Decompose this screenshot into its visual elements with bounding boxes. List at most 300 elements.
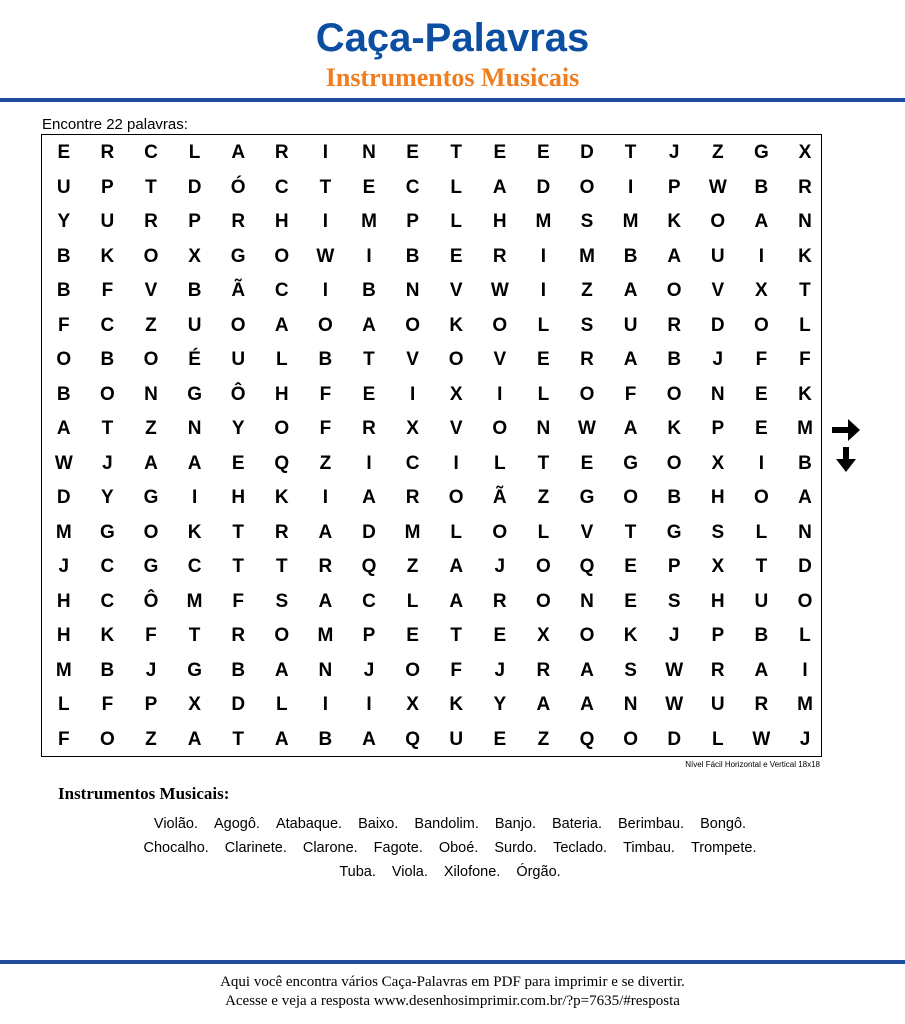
grid-cell[interactable]: Z bbox=[711, 142, 724, 163]
grid-cell[interactable]: B bbox=[754, 625, 769, 646]
grid-cell[interactable]: M bbox=[797, 418, 813, 439]
grid-cell[interactable]: O bbox=[666, 280, 682, 301]
grid-cell[interactable]: O bbox=[579, 625, 595, 646]
grid-cell[interactable]: A bbox=[274, 728, 289, 750]
grid-cell[interactable]: R bbox=[492, 590, 507, 612]
grid-cell[interactable]: Q bbox=[579, 556, 595, 577]
grid-cell[interactable]: T bbox=[537, 452, 550, 474]
grid-cell[interactable]: Z bbox=[537, 728, 550, 750]
grid-cell[interactable]: N bbox=[187, 418, 202, 439]
grid-cell[interactable]: K bbox=[274, 487, 289, 508]
grid-cell[interactable]: R bbox=[231, 625, 246, 646]
grid-cell[interactable]: E bbox=[493, 142, 507, 163]
grid-cell[interactable]: R bbox=[144, 211, 158, 232]
grid-cell[interactable]: K bbox=[187, 521, 202, 543]
grid-cell[interactable]: B bbox=[667, 487, 682, 508]
grid-cell[interactable]: W bbox=[665, 694, 684, 715]
grid-cell[interactable]: E bbox=[449, 245, 463, 267]
grid-cell[interactable]: N bbox=[798, 211, 812, 232]
grid-cell[interactable]: K bbox=[798, 245, 812, 267]
grid-cell[interactable]: K bbox=[623, 625, 638, 646]
grid-cell[interactable]: F bbox=[319, 383, 332, 405]
grid-cell[interactable]: Z bbox=[145, 314, 157, 336]
grid-cell[interactable]: E bbox=[493, 728, 507, 750]
grid-cell[interactable]: E bbox=[624, 590, 637, 612]
grid-cell[interactable]: Ô bbox=[230, 383, 246, 405]
grid-cell[interactable]: U bbox=[231, 349, 246, 370]
grid-cell[interactable]: B bbox=[318, 349, 333, 370]
grid-cell[interactable]: L bbox=[711, 728, 724, 750]
grid-cell[interactable]: I bbox=[322, 211, 329, 232]
grid-cell[interactable]: I bbox=[453, 452, 459, 474]
grid-cell[interactable]: R bbox=[231, 211, 246, 232]
grid-cell[interactable]: U bbox=[449, 728, 464, 750]
grid-cell[interactable]: O bbox=[230, 314, 246, 336]
grid-cell[interactable]: T bbox=[624, 142, 637, 163]
grid-cell[interactable]: A bbox=[231, 142, 246, 163]
grid-cell[interactable]: E bbox=[537, 349, 550, 370]
grid-cell[interactable]: B bbox=[100, 659, 115, 681]
grid-cell[interactable]: T bbox=[232, 728, 244, 750]
grid-cell[interactable]: Z bbox=[406, 556, 419, 577]
grid-cell[interactable]: R bbox=[536, 659, 551, 681]
grid-cell[interactable]: F bbox=[755, 349, 768, 370]
grid-cell[interactable]: S bbox=[275, 590, 289, 612]
grid-cell[interactable]: M bbox=[317, 625, 334, 646]
grid-cell[interactable]: C bbox=[100, 314, 115, 336]
grid-cell[interactable]: X bbox=[537, 625, 550, 646]
grid-cell[interactable]: B bbox=[231, 659, 246, 681]
grid-cell[interactable]: J bbox=[58, 556, 70, 577]
grid-cell[interactable]: G bbox=[187, 659, 202, 681]
grid-cell[interactable]: Q bbox=[405, 728, 420, 750]
grid-cell[interactable]: M bbox=[361, 211, 377, 232]
grid-cell[interactable]: W bbox=[665, 659, 684, 681]
grid-cell[interactable]: O bbox=[666, 452, 682, 474]
grid-cell[interactable]: P bbox=[144, 694, 158, 715]
grid-cell[interactable]: A bbox=[536, 694, 551, 715]
grid-cell[interactable]: J bbox=[102, 452, 113, 474]
grid-cell[interactable]: K bbox=[449, 314, 464, 336]
grid-cell[interactable]: X bbox=[188, 694, 201, 715]
grid-cell[interactable]: N bbox=[405, 280, 420, 301]
grid-cell[interactable]: K bbox=[667, 418, 682, 439]
grid-cell[interactable]: V bbox=[493, 349, 507, 370]
grid-cell[interactable]: O bbox=[797, 590, 813, 612]
grid-cell[interactable]: T bbox=[450, 625, 462, 646]
grid-cell[interactable]: M bbox=[797, 694, 813, 715]
grid-cell[interactable]: P bbox=[362, 625, 376, 646]
grid-cell[interactable]: H bbox=[492, 211, 507, 232]
grid-cell[interactable]: E bbox=[755, 418, 768, 439]
grid-cell[interactable]: G bbox=[187, 383, 202, 405]
grid-cell[interactable]: E bbox=[362, 383, 376, 405]
grid-cell[interactable]: G bbox=[623, 452, 638, 474]
grid-cell[interactable]: A bbox=[318, 590, 333, 612]
grid-cell[interactable]: A bbox=[667, 245, 682, 267]
grid-cell[interactable]: M bbox=[404, 521, 421, 543]
grid-cell[interactable]: Ó bbox=[230, 176, 246, 198]
grid-cell[interactable]: A bbox=[318, 521, 333, 543]
grid-cell[interactable]: B bbox=[100, 349, 115, 370]
grid-cell[interactable]: I bbox=[366, 694, 372, 715]
grid-cell[interactable]: I bbox=[366, 245, 372, 267]
grid-cell[interactable]: G bbox=[100, 521, 115, 543]
grid-cell[interactable]: U bbox=[187, 314, 202, 336]
grid-cell[interactable]: A bbox=[362, 314, 376, 336]
grid-cell[interactable]: É bbox=[188, 349, 201, 370]
grid-cell[interactable]: K bbox=[667, 211, 682, 232]
grid-cell[interactable]: W bbox=[708, 176, 727, 198]
grid-cell[interactable]: H bbox=[710, 590, 725, 612]
grid-cell[interactable]: F bbox=[145, 625, 157, 646]
grid-cell[interactable]: A bbox=[449, 590, 464, 612]
grid-cell[interactable]: H bbox=[231, 487, 246, 508]
grid-cell[interactable]: L bbox=[275, 349, 288, 370]
grid-cell[interactable]: H bbox=[56, 590, 71, 612]
grid-cell[interactable]: M bbox=[55, 521, 72, 543]
grid-cell[interactable]: I bbox=[322, 487, 329, 508]
grid-cell[interactable]: F bbox=[799, 349, 811, 370]
grid-cell[interactable]: C bbox=[274, 176, 289, 198]
grid-cell[interactable]: V bbox=[406, 349, 419, 370]
grid-cell[interactable]: O bbox=[623, 487, 638, 508]
grid-cell[interactable]: J bbox=[494, 556, 506, 577]
grid-cell[interactable]: U bbox=[100, 211, 115, 232]
grid-cell[interactable]: X bbox=[449, 383, 463, 405]
grid-cell[interactable]: J bbox=[712, 349, 724, 370]
grid-cell[interactable]: M bbox=[55, 659, 72, 681]
grid-cell[interactable]: B bbox=[623, 245, 638, 267]
grid-cell[interactable]: J bbox=[799, 728, 811, 750]
grid-cell[interactable]: I bbox=[322, 694, 329, 715]
grid-cell[interactable]: O bbox=[274, 418, 290, 439]
grid-cell[interactable]: O bbox=[405, 659, 420, 681]
grid-cell[interactable]: L bbox=[537, 521, 550, 543]
grid-cell[interactable]: D bbox=[580, 142, 594, 163]
grid-cell[interactable]: O bbox=[143, 349, 159, 370]
grid-cell[interactable]: A bbox=[754, 211, 769, 232]
grid-cell[interactable]: N bbox=[798, 521, 812, 543]
grid-cell[interactable]: W bbox=[54, 452, 73, 474]
grid-cell[interactable]: X bbox=[406, 418, 419, 439]
grid-cell[interactable]: J bbox=[494, 659, 506, 681]
grid-cell[interactable]: A bbox=[623, 349, 638, 370]
grid-cell[interactable]: U bbox=[710, 694, 725, 715]
grid-cell[interactable]: I bbox=[758, 245, 765, 267]
grid-cell[interactable]: E bbox=[624, 556, 637, 577]
grid-cell[interactable]: M bbox=[535, 211, 552, 232]
grid-cell[interactable]: A bbox=[187, 452, 202, 474]
grid-cell[interactable]: O bbox=[100, 728, 115, 750]
grid-cell[interactable]: L bbox=[493, 452, 506, 474]
grid-cell[interactable]: A bbox=[580, 659, 594, 681]
grid-cell[interactable]: D bbox=[710, 314, 725, 336]
grid-cell[interactable]: S bbox=[580, 211, 594, 232]
grid-cell[interactable]: A bbox=[754, 659, 769, 681]
grid-cell[interactable]: I bbox=[409, 383, 416, 405]
grid-cell[interactable]: R bbox=[710, 659, 725, 681]
grid-cell[interactable]: H bbox=[274, 383, 289, 405]
grid-cell[interactable]: X bbox=[755, 280, 768, 301]
grid-cell[interactable]: S bbox=[711, 521, 725, 543]
grid-cell[interactable]: A bbox=[56, 418, 71, 439]
grid-cell[interactable]: T bbox=[363, 349, 375, 370]
grid-cell[interactable]: R bbox=[274, 521, 289, 543]
grid-cell[interactable]: A bbox=[274, 314, 289, 336]
grid-cell[interactable]: O bbox=[710, 211, 726, 232]
grid-cell[interactable]: B bbox=[798, 452, 812, 474]
grid-cell[interactable]: O bbox=[492, 521, 508, 543]
grid-cell[interactable]: O bbox=[579, 176, 595, 198]
grid-cell[interactable]: G bbox=[579, 487, 595, 508]
grid-cell[interactable]: X bbox=[798, 142, 812, 163]
grid-cell[interactable]: O bbox=[143, 245, 159, 267]
grid-cell[interactable]: Y bbox=[493, 694, 507, 715]
grid-cell[interactable]: S bbox=[624, 659, 637, 681]
grid-cell[interactable]: O bbox=[274, 625, 290, 646]
grid-cell[interactable]: O bbox=[623, 728, 638, 750]
grid-cell[interactable]: T bbox=[232, 556, 244, 577]
grid-cell[interactable]: L bbox=[450, 211, 462, 232]
grid-cell[interactable]: L bbox=[799, 625, 811, 646]
grid-cell[interactable]: R bbox=[100, 142, 115, 163]
grid-cell[interactable]: G bbox=[666, 521, 682, 543]
grid-cell[interactable]: K bbox=[449, 694, 464, 715]
grid-cell[interactable]: O bbox=[56, 349, 72, 370]
grid-cell[interactable]: N bbox=[536, 418, 551, 439]
grid-cell[interactable]: L bbox=[537, 383, 550, 405]
grid-cell[interactable]: E bbox=[580, 452, 594, 474]
grid-cell[interactable]: N bbox=[580, 590, 594, 612]
grid-cell[interactable]: L bbox=[188, 142, 201, 163]
grid-cell[interactable]: D bbox=[187, 176, 202, 198]
grid-cell[interactable]: Ã bbox=[492, 487, 507, 508]
grid-cell[interactable]: X bbox=[406, 694, 419, 715]
grid-cell[interactable]: Z bbox=[319, 452, 332, 474]
grid-cell[interactable]: T bbox=[275, 556, 288, 577]
grid-cell[interactable]: V bbox=[449, 418, 463, 439]
grid-cell[interactable]: D bbox=[362, 521, 376, 543]
grid-cell[interactable]: U bbox=[623, 314, 638, 336]
grid-cell[interactable]: V bbox=[449, 280, 463, 301]
grid-cell[interactable]: G bbox=[143, 556, 159, 577]
grid-cell[interactable]: E bbox=[493, 625, 507, 646]
grid-cell[interactable]: S bbox=[667, 590, 681, 612]
grid-cell[interactable]: D bbox=[56, 487, 71, 508]
grid-cell[interactable]: U bbox=[754, 590, 769, 612]
grid-cell[interactable]: I bbox=[758, 452, 765, 474]
grid-cell[interactable]: I bbox=[802, 659, 808, 681]
grid-cell[interactable]: C bbox=[100, 556, 115, 577]
grid-cell[interactable]: N bbox=[710, 383, 725, 405]
grid-cell[interactable]: J bbox=[363, 659, 375, 681]
grid-cell[interactable]: P bbox=[101, 176, 114, 198]
grid-cell[interactable]: O bbox=[143, 521, 159, 543]
grid-cell[interactable]: V bbox=[711, 280, 725, 301]
grid-cell[interactable]: R bbox=[667, 314, 682, 336]
grid-cell[interactable]: P bbox=[188, 211, 201, 232]
grid-cell[interactable]: V bbox=[144, 280, 158, 301]
grid-cell[interactable]: G bbox=[143, 487, 159, 508]
grid-cell[interactable]: J bbox=[668, 625, 680, 646]
grid-cell[interactable]: P bbox=[711, 625, 725, 646]
grid-cell[interactable]: A bbox=[362, 728, 376, 750]
grid-cell[interactable]: L bbox=[275, 694, 288, 715]
grid-cell[interactable]: J bbox=[145, 659, 157, 681]
grid-cell[interactable]: V bbox=[580, 521, 594, 543]
grid-cell[interactable]: G bbox=[754, 142, 769, 163]
grid-cell[interactable]: B bbox=[187, 280, 202, 301]
grid-cell[interactable]: H bbox=[274, 211, 289, 232]
grid-cell[interactable]: A bbox=[449, 556, 464, 577]
grid-cell[interactable]: P bbox=[667, 556, 681, 577]
grid-cell[interactable]: A bbox=[362, 487, 376, 508]
grid-cell[interactable]: Q bbox=[274, 452, 290, 474]
grid-cell[interactable]: E bbox=[406, 625, 419, 646]
grid-cell[interactable]: F bbox=[57, 314, 70, 336]
grid-cell[interactable]: Y bbox=[57, 211, 71, 232]
grid-cell[interactable]: L bbox=[537, 314, 550, 336]
grid-cell[interactable]: E bbox=[537, 142, 550, 163]
grid-cell[interactable]: Y bbox=[231, 418, 245, 439]
grid-cell[interactable]: F bbox=[624, 383, 637, 405]
grid-cell[interactable]: E bbox=[231, 452, 245, 474]
grid-cell[interactable]: H bbox=[710, 487, 725, 508]
grid-cell[interactable]: O bbox=[318, 314, 333, 336]
grid-cell[interactable]: M bbox=[622, 211, 639, 232]
grid-cell[interactable]: R bbox=[362, 418, 376, 439]
grid-cell[interactable]: I bbox=[627, 176, 634, 198]
grid-cell[interactable]: A bbox=[798, 487, 812, 508]
grid-cell[interactable]: M bbox=[186, 590, 203, 612]
grid-cell[interactable]: L bbox=[406, 590, 419, 612]
grid-cell[interactable]: A bbox=[580, 694, 594, 715]
grid-cell[interactable]: O bbox=[579, 383, 595, 405]
grid-cell[interactable]: T bbox=[624, 521, 637, 543]
grid-cell[interactable]: L bbox=[450, 521, 462, 543]
grid-cell[interactable]: O bbox=[448, 349, 464, 370]
grid-cell[interactable]: W bbox=[578, 418, 596, 439]
grid-cell[interactable]: F bbox=[450, 659, 462, 681]
grid-cell[interactable]: Y bbox=[101, 487, 114, 508]
grid-cell[interactable]: F bbox=[101, 694, 114, 715]
grid-cell[interactable]: T bbox=[145, 176, 157, 198]
grid-cell[interactable]: W bbox=[490, 280, 509, 301]
grid-cell[interactable]: O bbox=[754, 487, 769, 508]
grid-cell[interactable]: A bbox=[623, 280, 638, 301]
grid-cell[interactable]: D bbox=[798, 556, 812, 577]
grid-cell[interactable]: L bbox=[57, 694, 70, 715]
grid-cell[interactable]: Z bbox=[145, 418, 157, 439]
grid-cell[interactable]: F bbox=[57, 728, 70, 750]
grid-cell[interactable]: J bbox=[668, 142, 680, 163]
grid-cell[interactable]: T bbox=[799, 280, 811, 301]
grid-cell[interactable]: O bbox=[754, 314, 769, 336]
grid-cell[interactable]: U bbox=[710, 245, 725, 267]
grid-cell[interactable]: P bbox=[667, 176, 681, 198]
grid-cell[interactable]: F bbox=[101, 280, 114, 301]
grid-cell[interactable]: B bbox=[362, 280, 376, 301]
grid-cell[interactable]: E bbox=[755, 383, 768, 405]
grid-cell[interactable]: D bbox=[667, 728, 682, 750]
grid-cell[interactable]: O bbox=[536, 556, 551, 577]
grid-cell[interactable]: C bbox=[274, 280, 289, 301]
grid-cell[interactable]: R bbox=[318, 556, 333, 577]
grid-cell[interactable]: T bbox=[450, 142, 462, 163]
grid-cell[interactable]: C bbox=[187, 556, 202, 577]
grid-cell[interactable]: C bbox=[362, 590, 376, 612]
grid-cell[interactable]: S bbox=[580, 314, 594, 336]
grid-cell[interactable]: O bbox=[492, 314, 508, 336]
grid-cell[interactable]: R bbox=[492, 245, 507, 267]
grid-cell[interactable]: A bbox=[144, 452, 158, 474]
grid-cell[interactable]: R bbox=[405, 487, 420, 508]
grid-cell[interactable]: Q bbox=[361, 556, 377, 577]
grid-cell[interactable]: O bbox=[448, 487, 464, 508]
grid-cell[interactable]: U bbox=[56, 176, 71, 198]
grid-cell[interactable]: C bbox=[405, 452, 420, 474]
grid-cell[interactable]: O bbox=[405, 314, 420, 336]
grid-cell[interactable]: D bbox=[231, 694, 246, 715]
grid-cell[interactable]: H bbox=[56, 625, 71, 646]
grid-cell[interactable]: W bbox=[316, 245, 335, 267]
grid-cell[interactable]: W bbox=[752, 728, 771, 750]
grid-cell[interactable]: T bbox=[101, 418, 114, 439]
grid-cell[interactable]: N bbox=[623, 694, 638, 715]
grid-cell[interactable]: Q bbox=[579, 728, 595, 750]
grid-cell[interactable]: C bbox=[100, 590, 115, 612]
grid-cell[interactable]: K bbox=[798, 383, 812, 405]
grid-cell[interactable]: N bbox=[144, 383, 158, 405]
grid-cell[interactable]: K bbox=[100, 625, 115, 646]
grid-cell[interactable]: X bbox=[711, 452, 725, 474]
grid-cell[interactable]: C bbox=[144, 142, 158, 163]
grid-cell[interactable]: B bbox=[56, 245, 71, 267]
grid-cell[interactable]: O bbox=[666, 383, 682, 405]
grid-cell[interactable]: Z bbox=[581, 280, 593, 301]
grid-cell[interactable]: L bbox=[450, 176, 462, 198]
grid-cell[interactable]: A bbox=[623, 418, 638, 439]
grid-cell[interactable]: I bbox=[191, 487, 198, 508]
grid-cell[interactable]: A bbox=[187, 728, 202, 750]
grid-cell[interactable]: I bbox=[366, 452, 372, 474]
grid-cell[interactable]: T bbox=[188, 625, 201, 646]
grid-cell[interactable]: R bbox=[580, 349, 594, 370]
grid-cell[interactable]: P bbox=[711, 418, 725, 439]
grid-cell[interactable]: B bbox=[754, 176, 769, 198]
grid-cell[interactable]: I bbox=[497, 383, 503, 405]
grid-cell[interactable]: I bbox=[540, 280, 547, 301]
grid-cell[interactable]: A bbox=[492, 176, 507, 198]
grid-cell[interactable]: G bbox=[230, 245, 246, 267]
grid-cell[interactable]: L bbox=[799, 314, 811, 336]
grid-cell[interactable]: R bbox=[274, 142, 289, 163]
grid-cell[interactable]: O bbox=[536, 590, 551, 612]
grid-cell[interactable]: A bbox=[274, 659, 289, 681]
grid-cell[interactable]: X bbox=[188, 245, 201, 267]
grid-cell[interactable]: E bbox=[57, 142, 71, 163]
grid-cell[interactable]: D bbox=[536, 176, 551, 198]
grid-cell[interactable]: N bbox=[362, 142, 376, 163]
grid-cell[interactable]: I bbox=[540, 245, 547, 267]
grid-cell[interactable]: O bbox=[274, 245, 290, 267]
grid-cell[interactable]: B bbox=[56, 383, 71, 405]
grid-cell[interactable]: E bbox=[362, 176, 376, 198]
grid-cell[interactable]: O bbox=[492, 418, 508, 439]
grid-cell[interactable]: Z bbox=[145, 728, 157, 750]
grid-cell[interactable]: T bbox=[232, 521, 244, 543]
